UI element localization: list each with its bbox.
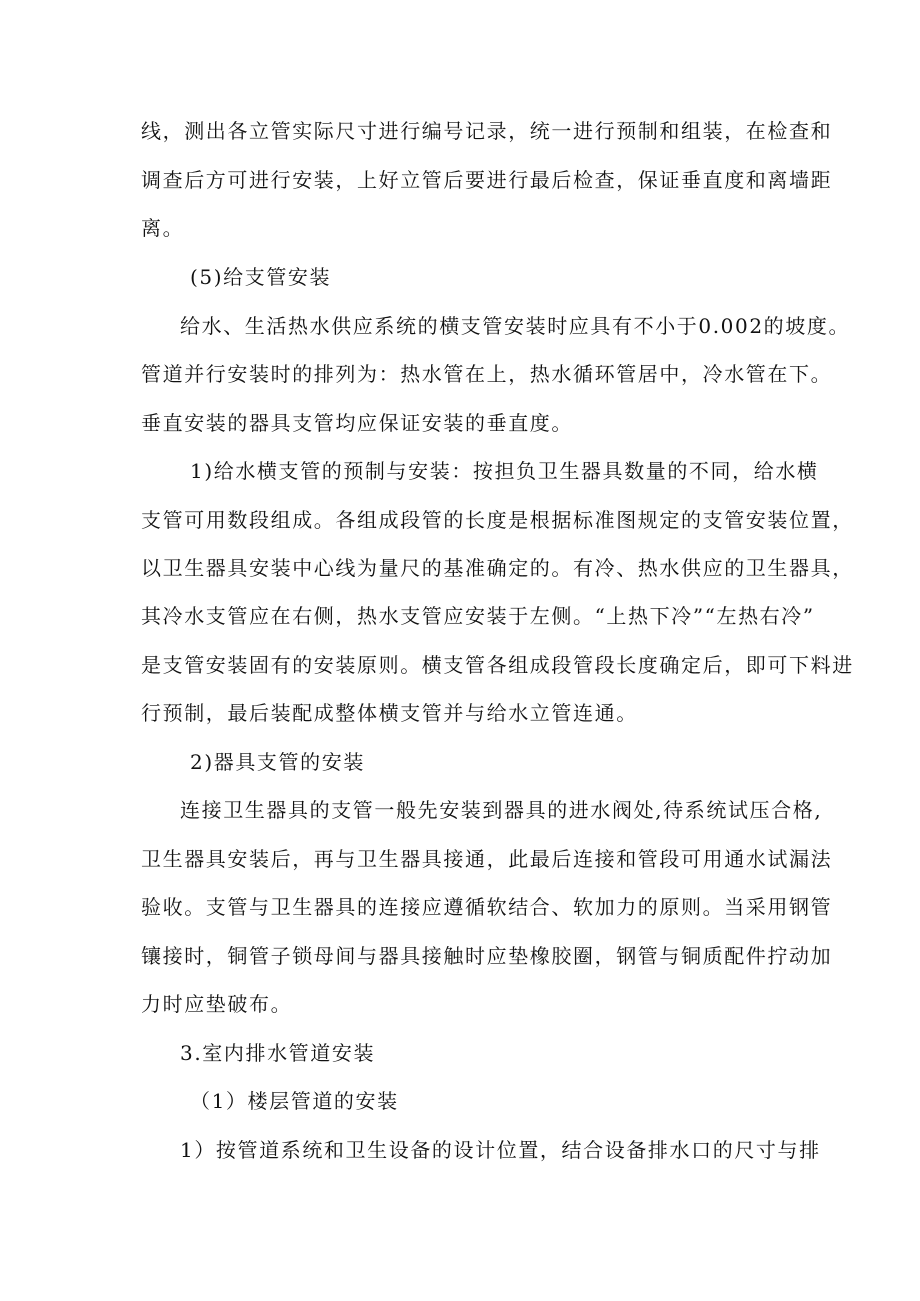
paragraph-line: 卫生器具安装后，再与卫生器具接通，此最后连接和管段可用通水试漏法 bbox=[141, 847, 833, 871]
paragraph-line: 以卫生器具安装中心线为量尺的基准确定的。有冷、热水供应的卫生器具， bbox=[141, 556, 854, 580]
paragraph-line: 支管可用数段组成。各组成段管的长度是根据标准图规定的支管安装位置， bbox=[141, 508, 854, 532]
section-heading: 2)器具支管的安装 bbox=[190, 750, 365, 774]
paragraph-line: 调查后方可进行安装，上好立管后要进行最后检查，保证垂直度和离墙距 bbox=[141, 168, 833, 192]
paragraph-line: 连接卫生器具的支管一般先安装到器具的进水阀处,待系统试压合格, bbox=[180, 798, 823, 822]
section-heading: 3.室内排水管道安装 bbox=[180, 1041, 376, 1065]
paragraph-line: 行预制，最后装配成整体横支管并与给水立管连通。 bbox=[141, 701, 638, 725]
paragraph-line: 垂直安装的器具支管均应保证安装的垂直度。 bbox=[141, 411, 573, 435]
paragraph-line: 1）按管道系统和卫生设备的设计位置，结合设备排水口的尺寸与排 bbox=[180, 1138, 821, 1162]
paragraph-line: 验收。支管与卫生器具的连接应遵循软结合、软加力的原则。当采用钢管 bbox=[141, 895, 833, 919]
paragraph-line: 给水、生活热水供应系统的横支管安装时应具有不小于0.002的坡度。 bbox=[180, 314, 851, 338]
paragraph-line: 其冷水支管应在右侧，热水支管应安装于左侧。“上热下冷”“左热右冷” bbox=[141, 604, 815, 628]
section-heading: (5)给支管安装 bbox=[190, 265, 332, 289]
paragraph-line: 管道并行安装时的排列为：热水管在上，热水循环管居中，冷水管在下。 bbox=[141, 362, 833, 386]
paragraph-line: 线，测出各立管实际尺寸进行编号记录，统一进行预制和组装，在检查和 bbox=[141, 119, 833, 143]
paragraph-line: 是支管安装固有的安装原则。横支管各组成段管段长度确定后，即可下料进 bbox=[141, 653, 854, 677]
paragraph-line: 1)给水横支管的预制与安装：按担负卫生器具数量的不同，给水横 bbox=[190, 459, 819, 483]
paragraph-line: 力时应垫破布。 bbox=[141, 992, 293, 1016]
section-heading: （1）楼层管道的安装 bbox=[190, 1089, 399, 1113]
paragraph-line: 镶接时，铜管子锁母间与器具接触时应垫橡胶圈，钢管与铜质配件拧动加 bbox=[141, 944, 833, 968]
paragraph-line: 离。 bbox=[141, 216, 185, 240]
